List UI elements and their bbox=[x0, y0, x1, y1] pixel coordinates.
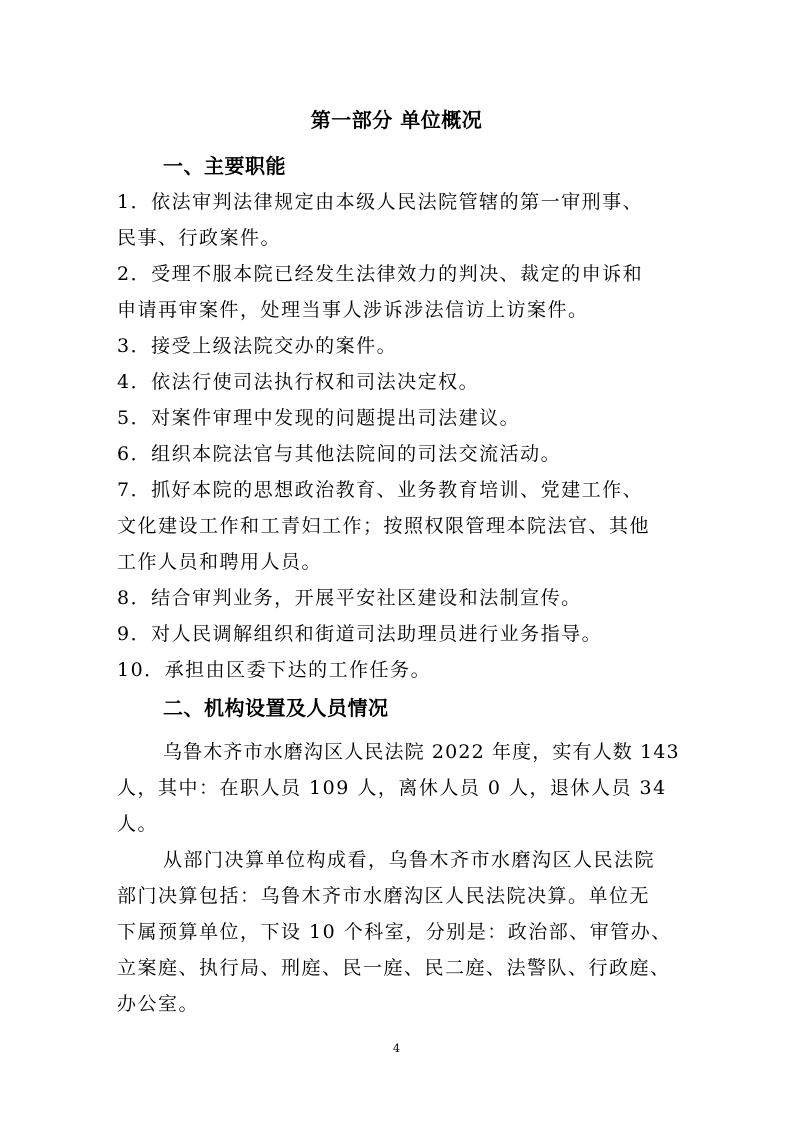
section-heading-organization: 二、机构设置及人员情况 bbox=[163, 696, 389, 720]
text-line: 3．接受上级法院交办的案件。 bbox=[117, 335, 398, 357]
text-line: 1．依法审判法律规定由本级人民法院管辖的第一审刑事、 bbox=[117, 191, 644, 213]
page-number: 4 bbox=[393, 1042, 400, 1055]
text-line: 民事、行政案件。 bbox=[117, 227, 282, 249]
text-line: 部门决算包括：乌鲁木齐市水磨沟区人民法院决算。单位无 bbox=[117, 885, 651, 907]
text-line: 立案庭、执行局、刑庭、民一庭、民二庭、法警队、行政庭、 bbox=[117, 957, 671, 979]
text-line: 2．受理不服本院已经发生法律效力的判决、裁定的申诉和 bbox=[117, 263, 644, 285]
page-title: 第一部分 单位概况 bbox=[310, 108, 483, 132]
text-line: 8．结合审判业务，开展平安社区建设和法制宣传。 bbox=[117, 587, 582, 609]
text-line: 文化建设工作和工青妇工作；按照权限管理本院法官、其他 bbox=[117, 515, 651, 537]
text-line: 4．依法行使司法执行权和司法决定权。 bbox=[117, 371, 480, 393]
text-line: 从部门决算单位构成看，乌鲁木齐市水磨沟区人民法院 bbox=[163, 849, 656, 871]
text-line: 10．承担由区委下达的工作任务。 bbox=[117, 659, 432, 681]
text-line: 下属预算单位，下设 10 个科室，分别是：政治部、审管办、 bbox=[117, 921, 672, 943]
text-line: 申请再审案件，处理当事人涉诉涉法信访上访案件。 bbox=[117, 299, 589, 321]
text-line: 人。 bbox=[117, 813, 159, 835]
text-line: 乌鲁木齐市水磨沟区人民法院 2022 年度，实有人数 143 bbox=[163, 741, 680, 763]
text-line: 6．组织本院法官与其他法院间的司法交流活动。 bbox=[117, 443, 562, 465]
section-heading-functions: 一、主要职能 bbox=[163, 154, 286, 178]
text-line: 工作人员和聘用人员。 bbox=[117, 551, 323, 573]
text-line: 5．对案件审理中发现的问题提出司法建议。 bbox=[117, 407, 521, 429]
text-line: 7．抓好本院的思想政治教育、业务教育培训、党建工作、 bbox=[117, 479, 644, 501]
text-line: 办公室。 bbox=[117, 993, 200, 1015]
text-line: 9．对人民调解组织和街道司法助理员进行业务指导。 bbox=[117, 623, 603, 645]
text-line: 人，其中：在职人员 109 人，离休人员 0 人，退休人员 34 bbox=[117, 777, 667, 799]
